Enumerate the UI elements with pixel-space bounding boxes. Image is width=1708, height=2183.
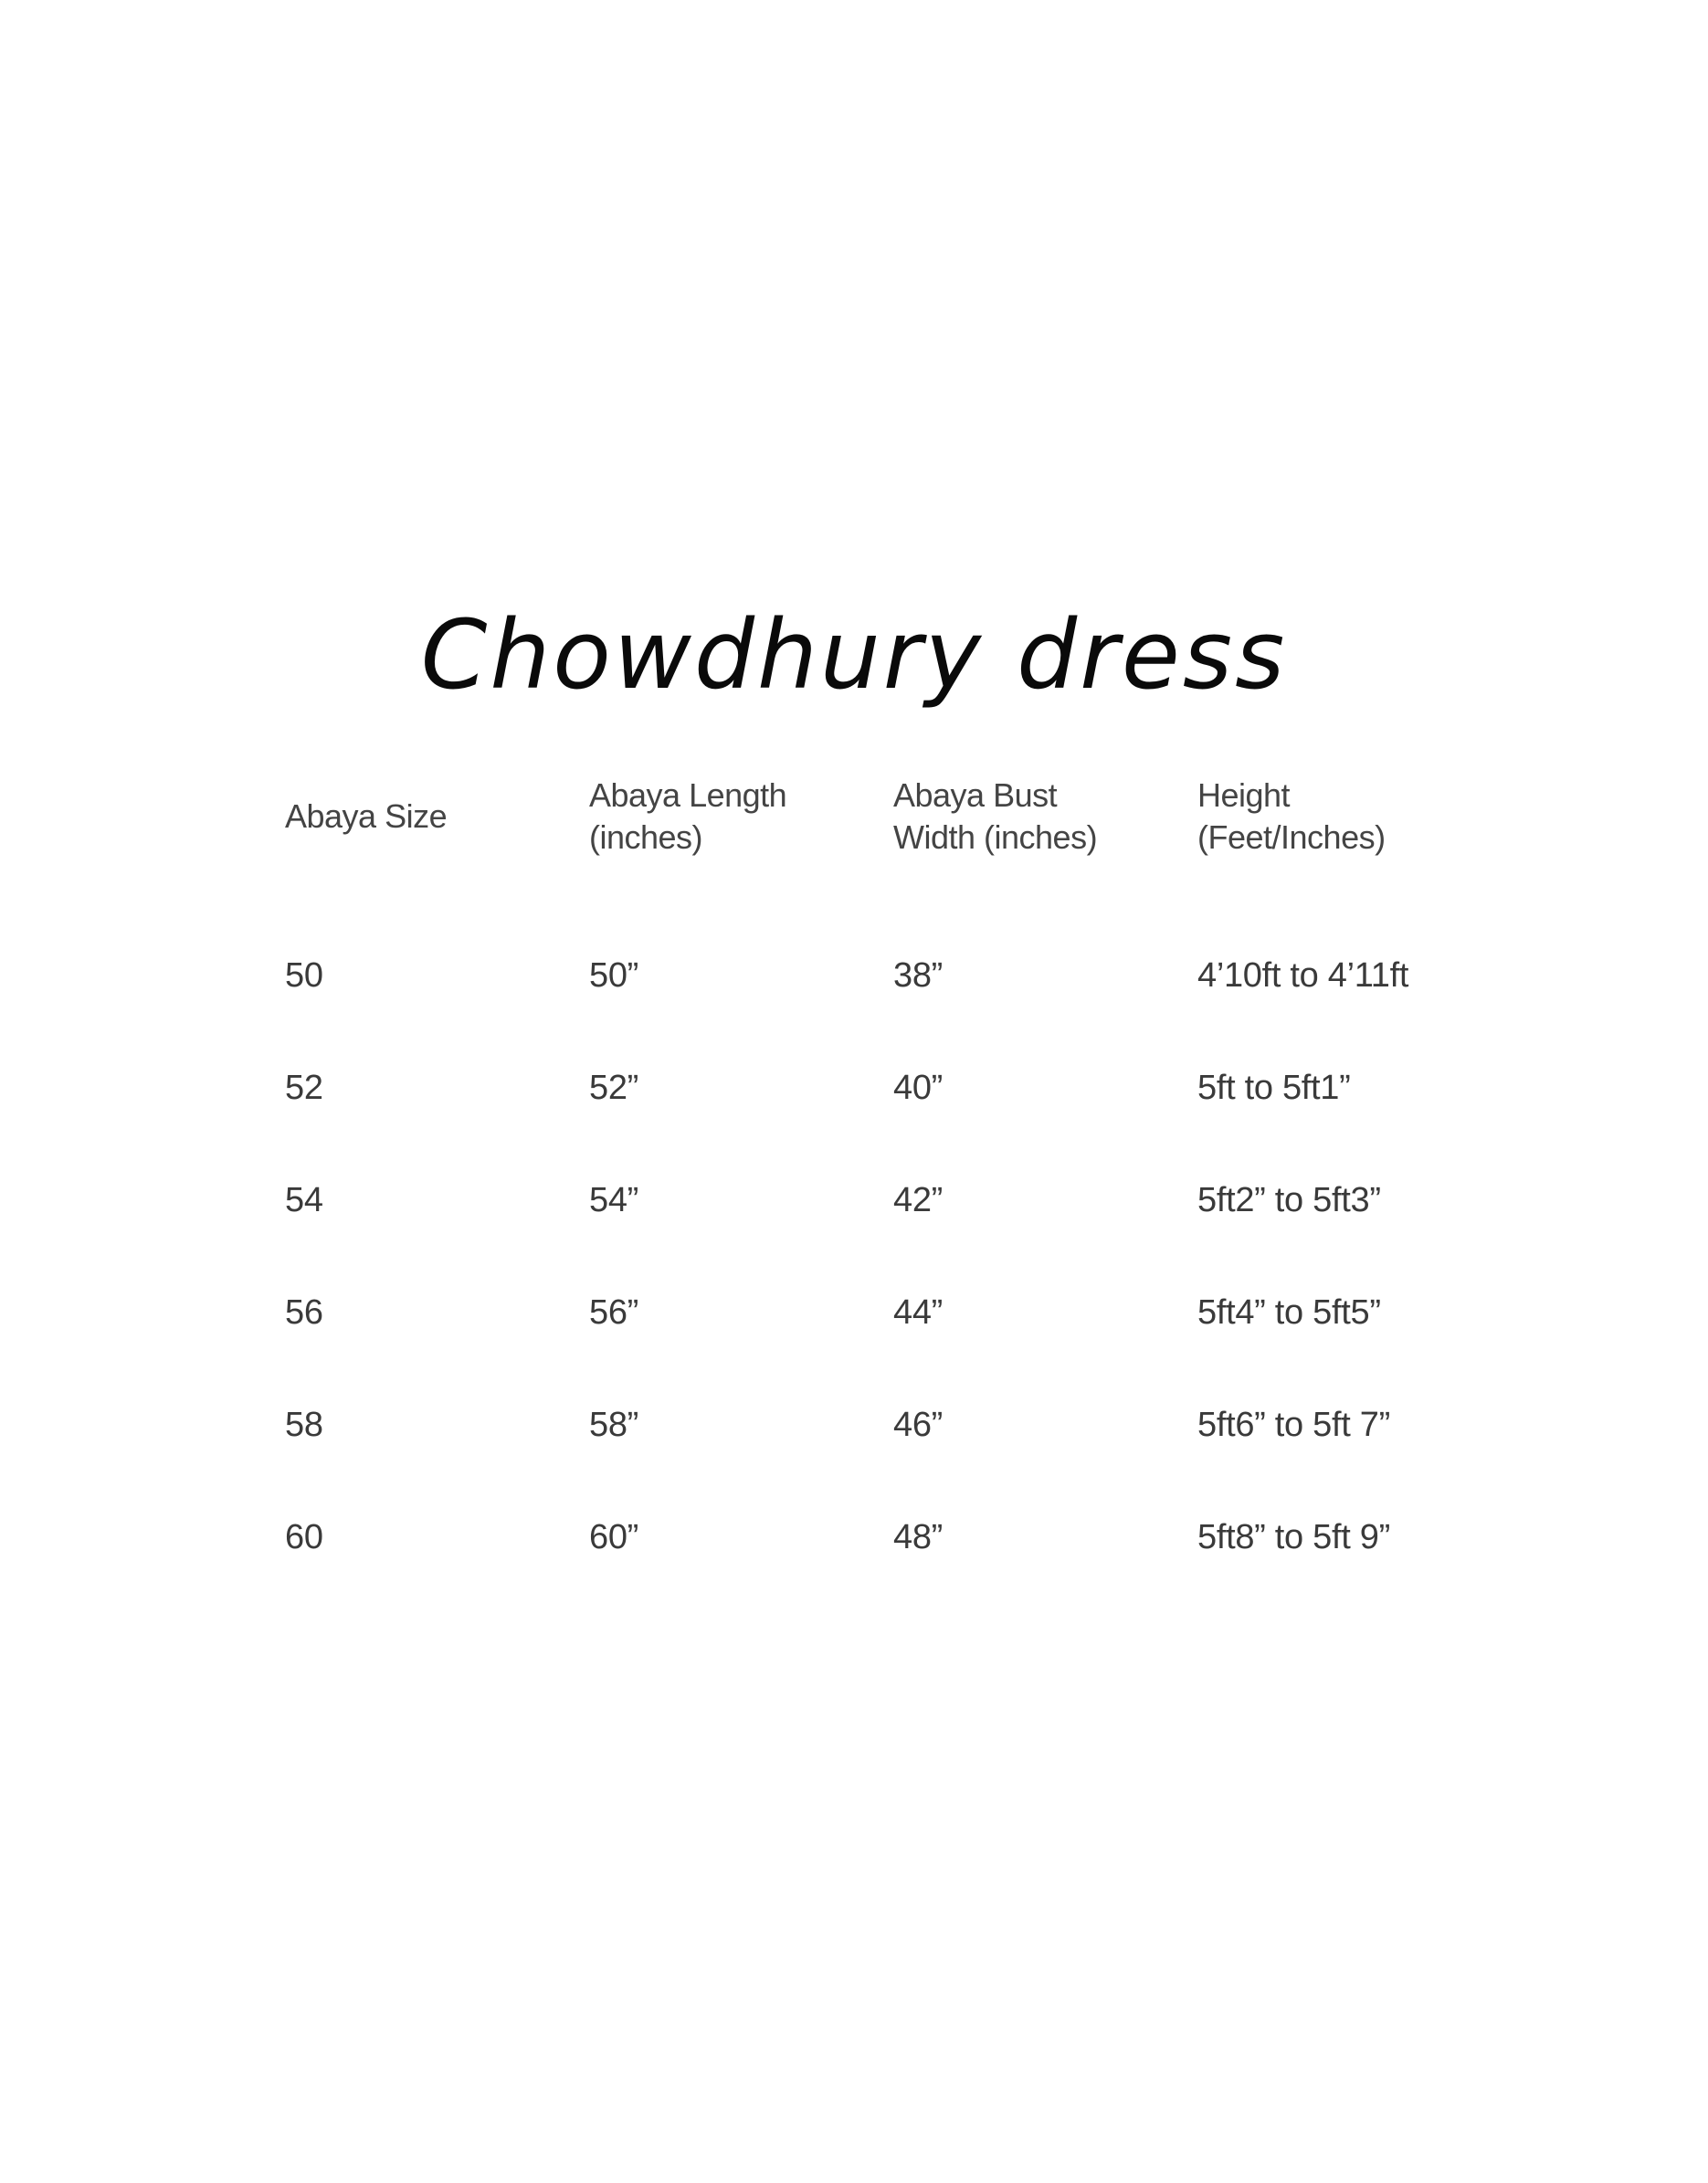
cell-height: 5ft6” to 5ft 7” [1197,1406,1390,1444]
header-abaya-length-text: Abaya Length (inches) [589,776,787,856]
table-row [285,1062,1564,1175]
header-height-text: Height (Feet/Inches) [1197,776,1386,856]
cell-height: 5ft8” to 5ft 9” [1197,1518,1390,1556]
header-abaya-bust-width-text: Abaya Bust Width (inches) [893,776,1098,856]
size-chart-table [285,775,1564,1556]
cell-abaya-size: 52 [285,1069,323,1107]
table-row [285,1399,1564,1512]
cell-abaya-size: 56 [285,1293,323,1332]
cell-abaya-length: 52” [589,1069,639,1107]
cell-height: 5ft2” to 5ft3” [1197,1181,1381,1219]
cell-abaya-length: 56” [589,1293,639,1332]
table-row [285,1175,1564,1287]
header-abaya-bust-width [893,775,1186,859]
cell-abaya-length: 58” [589,1406,639,1444]
table-body [285,950,1564,1624]
cell-abaya-bust-width: 46” [893,1406,944,1444]
table-row [285,1512,1564,1624]
table-row [285,1287,1564,1399]
header-abaya-length [589,775,881,859]
cell-height: 5ft4” to 5ft5” [1197,1293,1381,1332]
cell-abaya-size: 50 [285,956,323,995]
cell-abaya-length: 60” [589,1518,639,1556]
page-title: Chowdhury dress [420,599,1288,711]
table-header-row [285,775,1564,866]
table-row [285,950,1564,1062]
cell-abaya-bust-width: 38” [893,956,944,995]
cell-abaya-size: 58 [285,1406,323,1444]
cell-height: 4’10ft to 4’11ft [1197,956,1409,995]
cell-abaya-bust-width: 48” [893,1518,944,1556]
cell-abaya-bust-width: 40” [893,1069,944,1107]
cell-abaya-size: 60 [285,1518,323,1556]
header-height [1197,775,1490,859]
cell-abaya-size: 54 [285,1181,323,1219]
header-abaya-size [285,775,577,859]
header-abaya-size-text: Abaya Size [285,797,448,835]
cell-height: 5ft to 5ft1” [1197,1069,1351,1107]
cell-abaya-bust-width: 44” [893,1293,944,1332]
cell-abaya-bust-width: 42” [893,1181,944,1219]
cell-abaya-length: 54” [589,1181,639,1219]
cell-abaya-length: 50” [589,956,639,995]
